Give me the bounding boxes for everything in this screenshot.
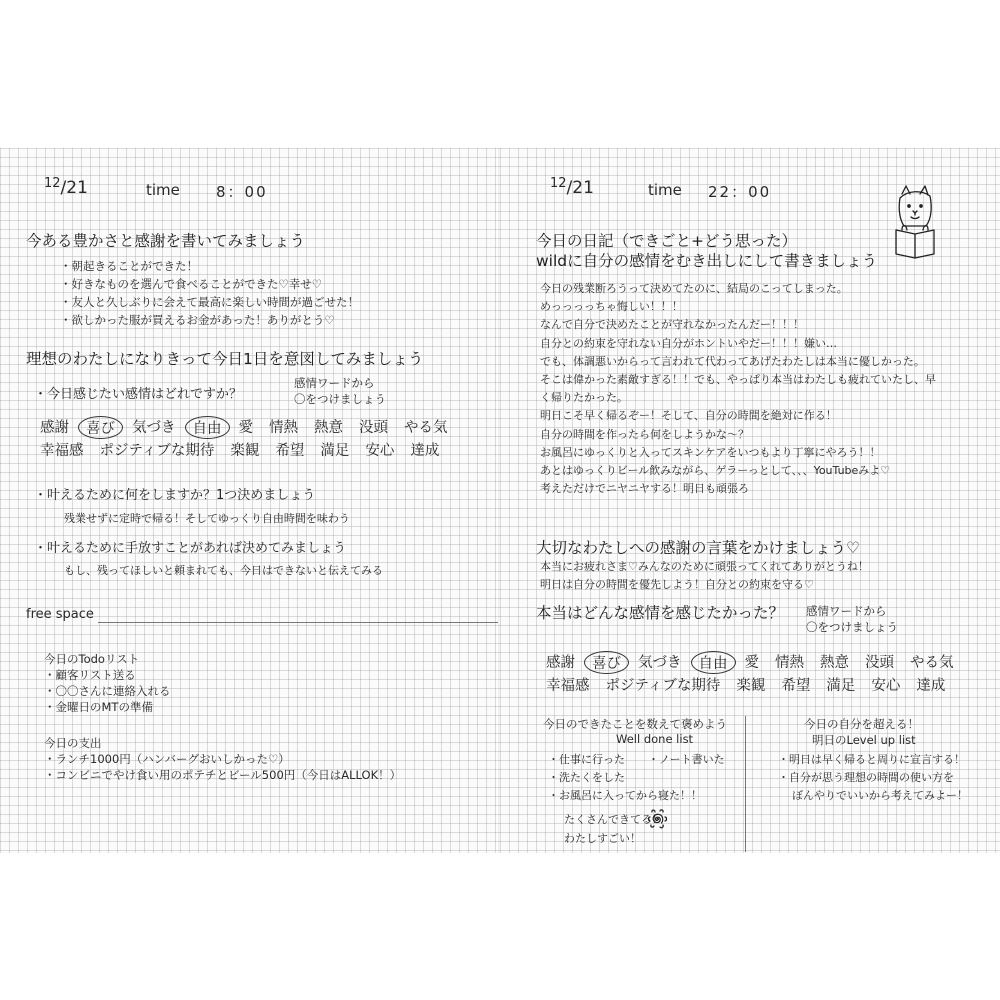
- well-done-item: ・お風呂に入ってから寝た！！: [548, 789, 702, 802]
- emotion-hint-line2: 〇をつけましょう: [294, 392, 386, 406]
- gratitude-heading: 今ある豊かさと感謝を書いてみましょう: [26, 232, 306, 250]
- feel-question: ・今日感じたい感情はどれですか？: [34, 387, 243, 402]
- praise-line: たくさんできてる！: [564, 813, 663, 826]
- let-go-heading: ・叶えるために手放すことがあれば決めてみましょう: [34, 541, 347, 556]
- left-emotion-word: 安心: [365, 443, 395, 459]
- right-emotion-word: 愛: [744, 655, 759, 671]
- thanks-line: 本当にお疲れさま♡みんなのために頑張ってくれてありがとうね！: [540, 560, 869, 573]
- left-emotion-word: 幸福感: [40, 443, 84, 459]
- right-emotion-hint: [806, 603, 898, 635]
- do-one-heading: ・叶えるために何をしますか？1つ決めましょう: [34, 488, 316, 503]
- well-done-subtitle: Well done list: [616, 732, 694, 746]
- diary-line: お風呂にゆっくりと入ってスキンケアをいつもより丁寧にやろう！！: [540, 445, 881, 459]
- right-emotion-word: 気づき: [638, 655, 682, 671]
- well-done-title: 今日のできたことを数えて褒めよう: [543, 717, 727, 731]
- left-date-day: /21: [60, 178, 88, 198]
- diary-line: なんで自分で決めたことが守れなかったんだー！！！: [540, 318, 804, 332]
- diary-line: あとはゆっくりビール飲みながら、ゲラーっとして、、、YouTubeみよ♡: [540, 464, 891, 478]
- level-up-list: [778, 751, 968, 805]
- left-emotion-word: やる気: [404, 420, 448, 436]
- left-time-label: time: [146, 181, 180, 199]
- do-one-answer: 残業せずに定時で帰る！そしてゆっくり自由時間を味わう: [64, 512, 350, 525]
- note-spacer: [44, 715, 401, 735]
- right-emotion-word: 達成: [916, 678, 946, 694]
- diary-line: く帰りたかった。: [540, 391, 628, 405]
- gratitude-item: ・好きなものを選んで食べることができた♡幸せ♡: [60, 277, 323, 291]
- right-emotion-word: 安心: [871, 678, 901, 694]
- right-emotion-hint-line1: 感情ワードから: [806, 604, 887, 618]
- right-emotion-word: 幸福感: [546, 678, 590, 694]
- gratitude-item: ・朝起きることができた！: [60, 259, 198, 273]
- right-date-day: /21: [566, 178, 594, 198]
- left-emotion-word-circled: 喜び: [78, 416, 123, 439]
- right-emotion-row-1: [538, 651, 962, 674]
- well-done-item: ・ノート書いた: [648, 753, 725, 766]
- list-divider: [745, 716, 746, 852]
- right-emotion-word: ポジティブな期待: [605, 678, 721, 694]
- note-line: ・ランチ1000円（ハンバーグおいしかった♡）: [44, 752, 290, 766]
- right-date: [550, 178, 594, 198]
- well-done-item: ・洗たくをした: [548, 771, 625, 784]
- diary-subheading: wildに自分の感情をむき出しにして書きましょう: [536, 252, 878, 270]
- diary-line: 自分の時間を作ったら何をしようかな～？: [540, 427, 749, 441]
- note-line: ・〇〇さんに連絡入れる: [44, 684, 171, 698]
- well-done-list-col2: [648, 751, 725, 769]
- ideal-self-heading: 理想のわたしになりきって今日1日を意図してみましょう: [26, 350, 424, 368]
- right-emotion-word: やる気: [910, 655, 954, 671]
- right-emotion-word: 没頭: [865, 655, 894, 671]
- note-line: 今日のTodoリスト: [44, 652, 140, 666]
- level-up-item: ぼんやりでいいから考えてみよー！: [792, 789, 968, 802]
- free-space-underline: [98, 622, 498, 623]
- diary-line: 自分との約束を守れない自分がホントいやだー！！！嫌い…: [540, 336, 837, 350]
- thanks-lines: [540, 558, 869, 594]
- cat-reading-notebook-icon: [888, 184, 944, 264]
- diary-line: そこは偉かった素敵すぎる！！でも、やっぱり本当はわたしも疲れていたし、早: [540, 373, 936, 387]
- left-emotion-word: 満足: [320, 443, 350, 459]
- left-journal-page: [0, 148, 500, 853]
- felt-heading: 本当はどんな感情を感じたかった？: [536, 604, 785, 622]
- diary-line: 今日の残業断ろうって決めてたのに、結局のこってしまった。: [540, 282, 848, 295]
- let-go-answer: もし、残ってほしいと頼まれても、今日はできないと伝えてみる: [64, 564, 383, 577]
- gratitude-item: ・友人と久しぶりに会えて最高に楽しい時間が過ごせた！: [60, 295, 359, 309]
- right-journal-page: [500, 148, 1000, 853]
- left-emotion-word: 愛: [238, 420, 253, 436]
- level-up-item: ・明日は早く帰ると周りに宣言する！: [778, 753, 965, 766]
- right-date-month: 12: [550, 176, 567, 191]
- level-up-item: ・自分が思う理想の時間の使い方を: [778, 771, 954, 784]
- right-emotion-word: 感謝: [546, 655, 575, 671]
- gratitude-item: ・欲しかった服が買えるお金があった！ありがとう♡: [60, 313, 335, 327]
- left-emotion-row-2: [32, 439, 447, 460]
- left-emotion-row-1: [32, 416, 456, 439]
- free-space-notes: [44, 651, 401, 783]
- left-time-value: 8：00: [216, 183, 268, 201]
- diary-line: めっっっっちゃ悔しい！！！: [540, 300, 683, 314]
- level-up-title: 今日の自分を超える！: [804, 717, 919, 731]
- left-emotion-word: 希望: [275, 443, 305, 459]
- left-emotion-word: 楽観: [230, 443, 260, 459]
- right-time-label: time: [648, 181, 682, 199]
- left-date: [44, 178, 88, 198]
- left-emotion-word: 気づき: [132, 420, 176, 436]
- note-line: ・金曜日のMTの準備: [44, 700, 153, 714]
- diary-entry: [540, 280, 936, 498]
- left-emotion-word: 達成: [410, 443, 440, 459]
- left-emotion-word-circled: 自由: [185, 416, 230, 439]
- left-emotion-word: 情熱: [269, 420, 298, 436]
- note-line: ・顧客リスト送る: [44, 668, 136, 682]
- right-time-value: 22：00: [708, 183, 772, 201]
- diary-line: 考えただけでニヤニヤする！明日も頑張ろ: [540, 482, 749, 496]
- left-emotion-word: 感謝: [40, 420, 69, 436]
- right-emotion-word-circled: 自由: [691, 651, 736, 674]
- right-emotion-hint-line2: 〇をつけましょう: [806, 620, 898, 634]
- right-emotion-word-circled: 喜び: [584, 651, 629, 674]
- praise-line: わたしすごい！: [564, 832, 641, 845]
- diary-line: 明日こそ早く帰るぞー！そして、自分の時間を絶対に作る！: [540, 409, 837, 423]
- left-emotion-word: 熱意: [314, 420, 343, 436]
- left-date-month: 12: [44, 176, 61, 191]
- right-emotion-word: 楽観: [736, 678, 766, 694]
- diary-heading: 今日の日記（できごと+どう思った）: [536, 232, 797, 250]
- note-line: ・コンビニでやけ食い用のポテチとビール500円（今日はALLOK！）: [44, 768, 402, 782]
- well-done-item: ・仕事に行った: [548, 753, 625, 766]
- level-up-subtitle: 明日のLevel up list: [812, 733, 916, 747]
- left-emotion-word: 没頭: [359, 420, 388, 436]
- diary-line: でも、体調悪いからって言われて代わってあげたわたしは本当に優しかった。: [540, 354, 925, 368]
- right-emotion-word: 情熱: [775, 655, 804, 671]
- emotion-hint-line1: 感情ワードから: [294, 376, 375, 390]
- right-emotion-row-2: [538, 674, 953, 695]
- right-emotion-word: 希望: [781, 678, 811, 694]
- left-emotion-word: ポジティブな期待: [99, 443, 215, 459]
- free-space-label: free space: [26, 607, 94, 622]
- right-emotion-word: 熱意: [820, 655, 849, 671]
- right-emotion-word: 満足: [826, 678, 856, 694]
- note-line: 今日の支出: [44, 736, 102, 750]
- emotion-hint: [294, 375, 386, 407]
- thanks-line: 明日は自分の時間を優先しよう！自分との約束を守る♡: [540, 578, 814, 591]
- thanks-heading: 大切なわたしへの感謝の言葉をかけましょう♡: [536, 539, 860, 557]
- hanamaru-flower-icon: [646, 808, 668, 830]
